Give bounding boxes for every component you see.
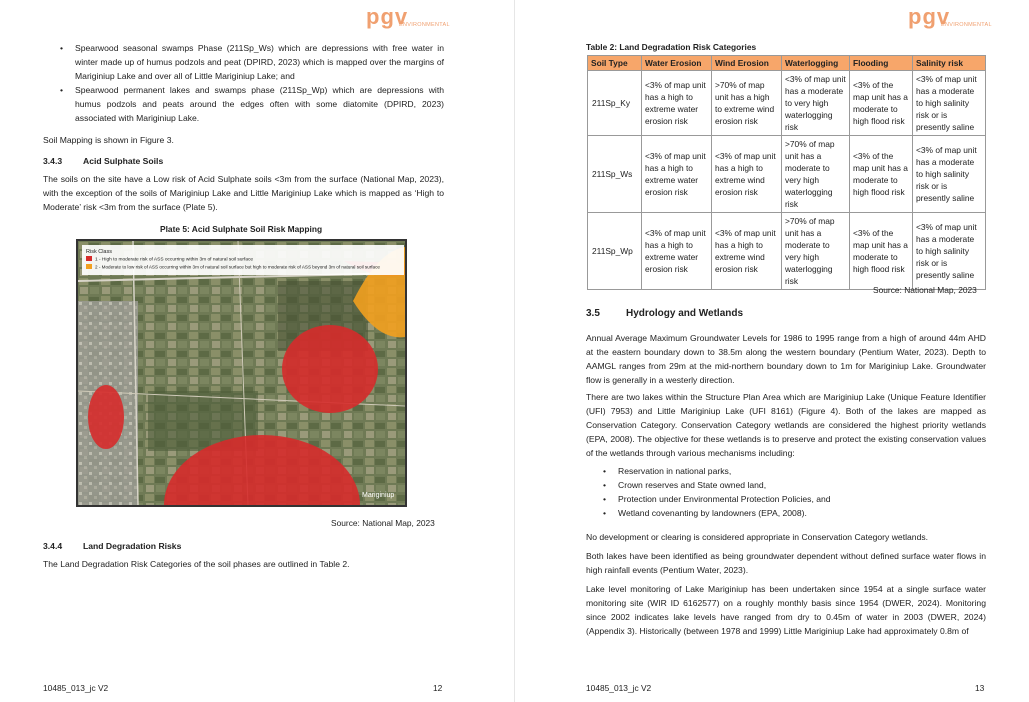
- section-heading-35: 3.5 Hydrology and Wetlands: [586, 308, 744, 319]
- table-row: [588, 71, 986, 136]
- logo-mark: pgv: [366, 4, 409, 29]
- logo-subtitle: ENVIRONMENTAL: [399, 22, 450, 28]
- footer-page-number: 13: [975, 683, 985, 693]
- hydrology-paragraph-2: There are two lakes within the Structure Plan Area which are Mariginiup Lake (Unique Feature Identifier (UFI) 7953) and Little Mariginiup Lake (UFI 8161) (Figure 4). Both of the lakes are mapped as Conservation Category. Conservation Category wetlands are considered the highest priority wetlands (EPA, 2008). The objective for these wetlands is to preserve and protect the existing conservation values of the wetlands through various mechanisms including:: [586, 392, 986, 458]
- table-header-cell: Soil Type: [588, 56, 642, 71]
- acid-sulphate-risk-map: [76, 239, 407, 507]
- table-header-row: [588, 56, 986, 71]
- page-13: [515, 0, 1029, 702]
- logo-mark: pgv: [908, 4, 951, 29]
- map-image: [78, 241, 405, 505]
- table-cell: <3% of map unit has a moderate to high salinity risk or is presently saline: [913, 136, 986, 213]
- table-cell: <3% of map unit has a high to extreme water erosion risk: [642, 213, 712, 290]
- pgv-logo: [366, 6, 456, 32]
- legend-item-moderate: 2 - Moderate to low risk of ASS occurring within 3m of natural soil surface but high to moderate risk of ASS beyond 3m of natural soil surface: [95, 264, 380, 270]
- pgv-logo: [908, 6, 998, 32]
- hydrology-paragraph-4: Both lakes have been identified as being groundwater dependent without defined surface water flows in high rainfall events (Pentium Water, 2023).: [586, 551, 986, 575]
- legend-title: Risk Class: [86, 249, 112, 255]
- list-item: • Spearwood seasonal swamps Phase (211Sp_Ws) which are depressions with free water in winter made up of humus podzols and peat (DPIRD, 2023) which is mapped over the margins of Mariginiup Lake and over all of Little Mariginiup Lake; and: [43, 41, 444, 83]
- table-cell: 211Sp_Ws: [588, 136, 642, 213]
- table-cell: <3% of map unit has a moderate to high salinity risk or is presently saline: [913, 213, 986, 290]
- list-item: • Protection under Environmental Protection Policies, and: [586, 492, 986, 506]
- table-cell: >70% of map unit has a high to extreme wind erosion risk: [712, 71, 782, 136]
- land-degradation-table: [587, 55, 986, 290]
- footer-doc-id: 10485_013_jc V2: [586, 683, 652, 693]
- table-cell: <3% of the map unit has a moderate to high flood risk: [850, 71, 913, 136]
- section-heading-343: 3.4.3 Acid Sulphate Soils: [43, 156, 164, 166]
- table-row: [588, 136, 986, 213]
- land-degradation-text: The Land Degradation Risk Categories of the soil phases are outlined in Table 2.: [43, 559, 350, 569]
- table-cell: <3% of map unit has a high to extreme water erosion risk: [642, 71, 712, 136]
- soil-phase-list: [43, 41, 444, 125]
- table-cell: >70% of map unit has a moderate to very high waterlogging risk: [782, 213, 850, 290]
- table-header-cell: Water Erosion: [642, 56, 712, 71]
- page-12: [0, 0, 514, 702]
- table-cell: >70% of map unit has a moderate to very high waterlogging risk: [782, 136, 850, 213]
- table-source: Source: National Map, 2023: [873, 285, 977, 295]
- plate-source: Source: National Map, 2023: [331, 518, 435, 528]
- table-row: [588, 213, 986, 290]
- hydrology-paragraph-5: Lake level monitoring of Lake Mariginiup has been undertaken since 1954 at a single surface water monitoring site (WIR ID 6162577) on a roughly monthly basis since 1954 (DWER, 2024). Monitoring since 2002 indicates lake levels have ranged from dry to 0.45m of water in 2003 (DWER, 2024) (Appendix 3). Historically (between 1978 and 1999) Little Mariginiup Lake had approximately 0.8m of: [586, 584, 986, 636]
- plate-caption: Plate 5: Acid Sulphate Soil Risk Mapping: [160, 224, 323, 234]
- table-cell: 211Sp_Wp: [588, 213, 642, 290]
- table-cell: <3% of map unit has a high to extreme water erosion risk: [642, 136, 712, 213]
- legend-swatch-moderate: [86, 264, 92, 269]
- legend-item-high: 1 - High to moderate risk of ASS occurring within 3m of natural soil surface: [95, 257, 254, 263]
- table-header-cell: Wind Erosion: [712, 56, 782, 71]
- table-header-cell: Flooding: [850, 56, 913, 71]
- map-place-label: Mariginiup: [362, 492, 395, 499]
- table-cell: <3% of map unit has a moderate to high salinity risk or is presently saline: [913, 71, 986, 136]
- list-item: • Wetland covenanting by landowners (EPA, 2008).: [586, 506, 986, 520]
- hydrology-paragraph-1: Annual Average Maximum Groundwater Levels for 1986 to 1995 range from a high of around 44m AHD at the eastern boundary down to 38.5m along the western boundary (Pentium Water, 2023). Depth to AAMGL ranges from 29m at the mid-northern boundary down to 1m for Mariginiup Lake. Groundwater flow is generally in a westerly direction.: [586, 333, 986, 385]
- table-cell: <3% of map unit has a moderate to very high waterlogging risk: [782, 71, 850, 136]
- list-item: • Reservation in national parks,: [586, 464, 986, 478]
- table-caption: Table 2: Land Degradation Risk Categories: [586, 42, 757, 52]
- conservation-mechanisms-list: [586, 464, 986, 520]
- table-header-cell: Salinity risk: [913, 56, 986, 71]
- footer-page-number: 12: [433, 683, 443, 693]
- list-item: • Spearwood permanent lakes and swamps phase (211Sp_Wp) which are depressions with humus podzols and peats around the edges often with some diatomite (DPIRD, 2023) associated with Mariginiup Lake.: [43, 83, 444, 125]
- table-cell: <3% of map unit has a high to extreme wind erosion risk: [712, 136, 782, 213]
- legend-swatch-high: [86, 256, 92, 261]
- table-cell: <3% of the map unit has a moderate to high flood risk: [850, 213, 913, 290]
- section-heading-344: 3.4.4 Land Degradation Risks: [43, 541, 182, 551]
- soil-mapping-text: Soil Mapping is shown in Figure 3.: [43, 135, 174, 145]
- logo-subtitle: ENVIRONMENTAL: [941, 22, 992, 28]
- table-cell: <3% of the map unit has a moderate to high flood risk: [850, 136, 913, 213]
- acid-sulphate-text: The soils on the site have a Low risk of Acid Sulphate soils <3m from the surface (National Map, 2023), with the exception of the soils of Mariginiup Lake and Little Mariginiup Lake which is mapped as ‘High to Moderate’ risk <3m from the surface (Plate 5).: [43, 174, 444, 212]
- table-cell: <3% of map unit has a high to extreme wind erosion risk: [712, 213, 782, 290]
- table-cell: 211Sp_Ky: [588, 71, 642, 136]
- table-header-cell: Waterlogging: [782, 56, 850, 71]
- list-item: • Crown reserves and State owned land,: [586, 478, 986, 492]
- hydrology-paragraph-3: No development or clearing is considered appropriate in Conservation Category wetlands.: [586, 532, 929, 542]
- footer-doc-id: 10485_013_jc V2: [43, 683, 109, 693]
